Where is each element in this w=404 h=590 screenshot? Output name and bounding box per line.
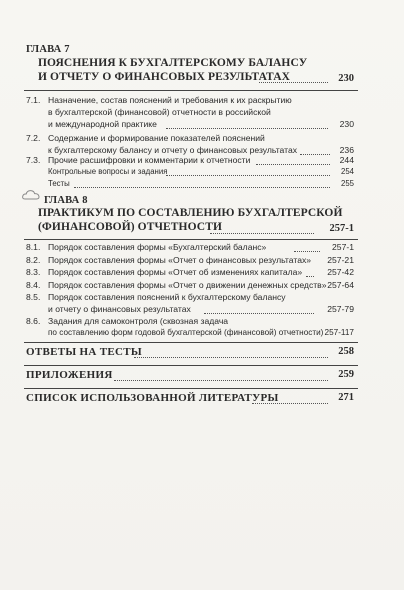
toc-item-text: и отчету о финансовых результатах <box>48 304 191 314</box>
chapter-8-title-line1: ПРАКТИКУМ ПО СОСТАВЛЕНИЮ БУХГАЛТЕРСКОЙ <box>38 207 343 219</box>
toc-item-page: 244 <box>339 155 354 165</box>
toc-item-page: 257-42 <box>327 267 354 277</box>
leader-dots <box>294 251 320 252</box>
toc-item-text: Содержание и формирование показателей пояснений <box>48 133 265 143</box>
chapter-8-page: 257-1 <box>329 223 354 234</box>
leader-dots <box>204 313 314 314</box>
chapter-8-label: ГЛАВА 8 <box>44 195 88 206</box>
toc-item-page: 257-117 <box>324 328 354 337</box>
section-appendices: ПРИЛОЖЕНИЯ <box>26 369 113 381</box>
divider <box>24 239 358 240</box>
toc-item-text: Назначение, состав пояснений и требования к их раскрытию <box>48 95 292 105</box>
section-references-page: 271 <box>338 392 354 403</box>
toc-item-number: 8.4. <box>26 280 41 290</box>
leader-dots <box>300 154 330 155</box>
toc-item-text: по составлению форм годовой бухгалтерской (финансовой) отчетности) <box>48 328 324 337</box>
toc-item-number: 8.2. <box>26 255 41 265</box>
leader-dots <box>306 276 314 277</box>
leader-dots <box>252 403 328 404</box>
toc-item-number: 7.1. <box>26 95 41 105</box>
toc-item-text: к бухгалтерскому балансу и отчету о финансовых результатах <box>48 145 298 155</box>
toc-item-number: 8.3. <box>26 267 41 277</box>
leader-dots <box>166 128 328 129</box>
toc-extra-page: 255 <box>340 179 354 188</box>
leader-dots <box>166 175 330 176</box>
toc-item-page: 230 <box>339 119 354 129</box>
toc-extra-text: Тесты <box>48 179 70 188</box>
divider <box>24 365 358 366</box>
cloud-icon <box>22 189 40 201</box>
toc-item-number: 8.5. <box>26 292 41 302</box>
divider <box>24 90 358 91</box>
chapter-8-title-line2: (ФИНАНСОВОЙ) ОТЧЕТНОСТИ <box>38 221 223 233</box>
toc-item-text: Задания для самоконтроля (сквозная задача <box>48 316 229 326</box>
divider <box>24 342 358 343</box>
toc-item-text: в бухгалтерской (финансовой) отчетности в российской <box>48 107 271 117</box>
leader-dots <box>134 357 328 358</box>
chapter-7-page: 230 <box>338 73 354 84</box>
toc-item-text: Порядок составления формы «Отчет о финансовых результатах» <box>48 255 312 265</box>
toc-item-text: Порядок составления пояснений к бухгалтерскому балансу <box>48 292 286 302</box>
divider <box>24 388 358 389</box>
chapter-7-title-line1: ПОЯСНЕНИЯ К БУХГАЛТЕРСКОМУ БАЛАНСУ <box>38 57 308 69</box>
leader-dots <box>210 233 314 234</box>
toc-item-text: Порядок составления формы «Отчет о движении денежных средств» <box>48 280 327 290</box>
leader-dots <box>114 380 328 381</box>
toc-item-number: 7.3. <box>26 155 41 165</box>
toc-item-number: 8.1. <box>26 242 41 252</box>
toc-item-text: Порядок составления формы «Отчет об изменениях капитала» <box>48 267 303 277</box>
toc-item-page: 257-21 <box>327 255 354 265</box>
chapter-7-label: ГЛАВА 7 <box>26 44 70 55</box>
leader-dots <box>259 82 328 83</box>
toc-item-page: 257-1 <box>332 242 354 252</box>
section-answers-page: 258 <box>338 346 354 357</box>
toc-item-text: Порядок составления формы «Бухгалтерский баланс» <box>48 242 267 252</box>
toc-item-number: 8.6. <box>26 316 41 326</box>
toc-item-page: 257-64 <box>327 280 354 290</box>
toc-extra-text: Контрольные вопросы и задания <box>48 167 168 176</box>
toc-item-text: и международной практике <box>48 119 157 129</box>
section-references: СПИСОК ИСПОЛЬЗОВАННОЙ ЛИТЕРАТУРЫ <box>26 392 279 404</box>
leader-dots <box>256 164 330 165</box>
toc-extra-page: 254 <box>340 167 354 176</box>
section-answers: ОТВЕТЫ НА ТЕСТЫ <box>26 346 142 358</box>
toc-item-text: Прочие расшифровки и комментарии к отчетности <box>48 155 251 165</box>
leader-dots <box>74 187 330 188</box>
section-appendices-page: 259 <box>338 369 354 380</box>
toc-item-page: 236 <box>339 145 354 155</box>
chapter-7-title-line2: И ОТЧЕТУ О ФИНАНСОВЫХ РЕЗУЛЬТАТАХ <box>38 71 291 83</box>
toc-item-number: 7.2. <box>26 133 41 143</box>
toc-item-page: 257-79 <box>327 304 354 314</box>
